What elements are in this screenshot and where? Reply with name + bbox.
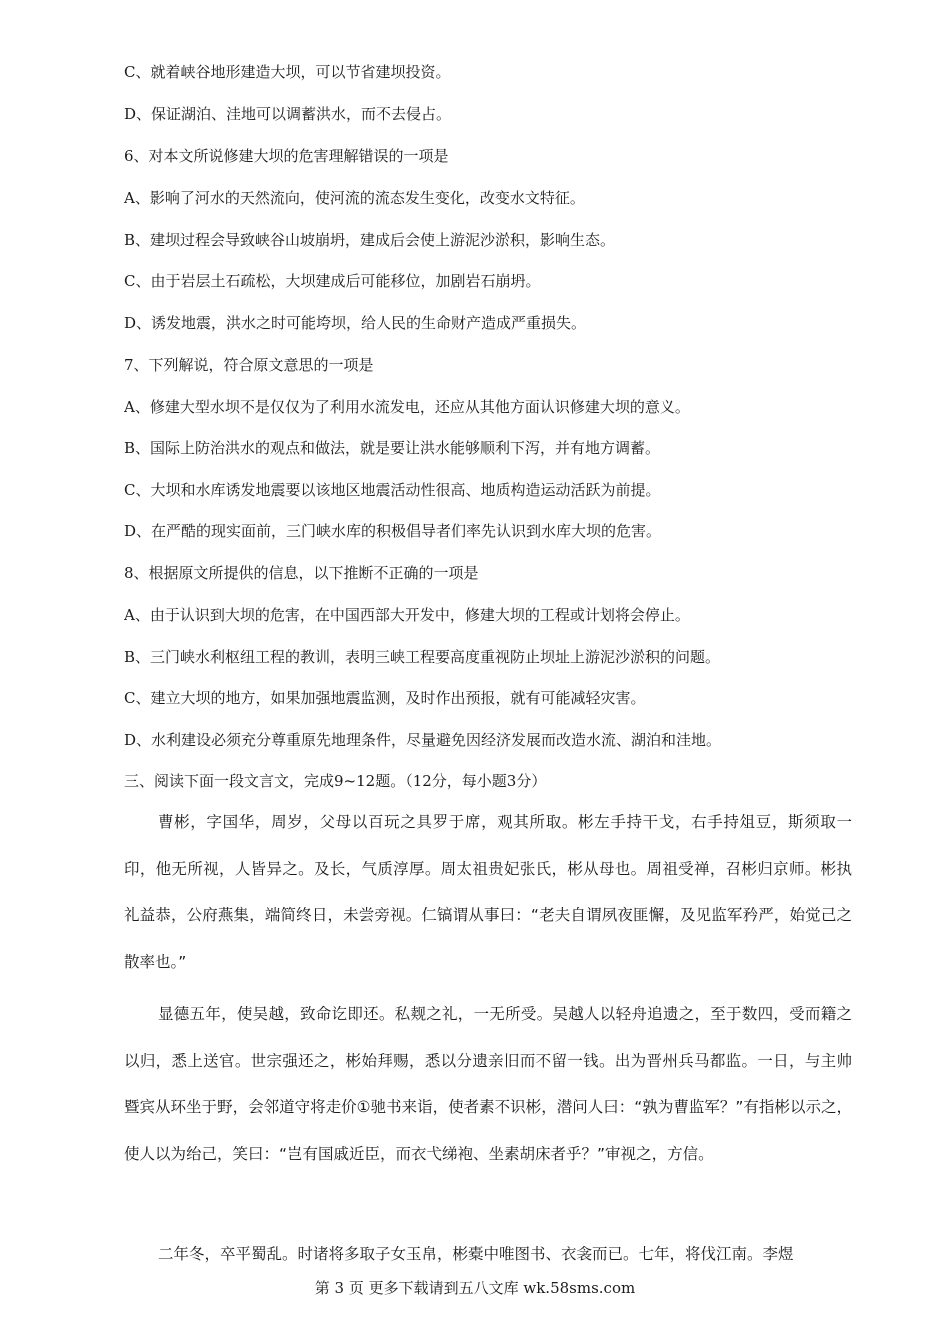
passage-paragraph-2: 显德五年，使吴越，致命讫即还。私觌之礼，一无所受。吴越人以轻舟追遗之，至于数四，受而籍之以归，悉上送官。世宗强还之，彬始拜赐，悉以分遗亲旧而不留一钱。出为晋州兵马都监。一日，与主帅暨宾从环坐于野，会邻道守将走价①驰书来诣，使者素不识彬，潜问人曰：“孰为曹监军？”有指彬以示之，使人以为绐己，笑曰：“岂有国戚近臣，而衣弋绨袍、坐素胡床者乎？”审视之，方信。 — [124, 1005, 852, 1163]
option-b-q6: B、建坝过程会导致峡谷山坡崩坍，建成后会使上游泥沙淤积，影响生态。 — [124, 231, 616, 249]
option-a-q7: A、修建大型水坝不是仅仅为了利用水流发电，还应从其他方面认识修建大坝的意义。 — [124, 398, 690, 416]
option-d-q8: D、水利建设必须充分尊重原先地理条件，尽量避免因经济发展而改造水流、湖泊和洼地。 — [124, 731, 722, 749]
section-3-heading: 三、阅读下面一段文言文，完成9~12题。（12分，每小题3分） — [124, 772, 547, 790]
option-d-q7: D、在严酷的现实面前，三门峡水库的积极倡导者们率先认识到水库大坝的危害。 — [124, 522, 662, 540]
option-c-q8: C、建立大坝的地方，如果加强地震监测，及时作出预报，就有可能减轻灾害。 — [124, 689, 646, 707]
page-footer: 第 3 页 更多下载请到五八文库 wk.58sms.com — [314, 1279, 636, 1297]
option-c-q6: C、由于岩层土石疏松，大坝建成后可能移位，加剧岩石崩坍。 — [124, 272, 541, 290]
option-c-q5: C、就着峡谷地形建造大坝，可以节省建坝投资。 — [124, 63, 451, 81]
option-c-q7: C、大坝和水库诱发地震要以该地区地震活动性很高、地质构造运动活跃为前提。 — [124, 481, 661, 499]
question-7: 7、下列解说，符合原文意思的一项是 — [124, 356, 374, 374]
option-b-q7: B、国际上防治洪水的观点和做法，就是要让洪水能够顺利下泻，并有地方调蓄。 — [124, 439, 661, 457]
option-a-q8: A、由于认识到大坝的危害，在中国西部大开发中，修建大坝的工程或计划将会停止。 — [124, 606, 690, 624]
option-b-q8: B、三门峡水利枢纽工程的教训，表明三峡工程要高度重视防止坝址上游泥沙淤积的问题。 — [124, 648, 721, 666]
option-a-q6: A、影响了河水的天然流向，使河流的流态发生变化，改变水文特征。 — [124, 189, 585, 207]
question-8: 8、根据原文所提供的信息，以下推断不正确的一项是 — [124, 564, 479, 582]
passage-paragraph-3: 二年冬，卒平蜀乱。时诸将多取子女玉帛，彬橐中唯图书、衣衾而已。七年，将伐江南。李煜 — [158, 1245, 794, 1263]
option-d-q5: D、保证湖泊、洼地可以调蓄洪水，而不去侵占。 — [124, 105, 452, 123]
passage-paragraph-1: 曹彬，字国华，周岁，父母以百玩之具罗于席，观其所取。彬左手持干戈，右手持俎豆，斯须取一印，他无所视，人皆异之。及长，气质淳厚。周太祖贵妃张氏，彬从母也。周祖受禅，召彬归京师。彬执礼益恭，公府燕集，端简终日，未尝旁视。仁镐谓从事曰：“老夫自谓夙夜匪懈，及见监军矜严，始觉己之散率也。” — [124, 813, 852, 971]
question-6: 6、对本文所说修建大坝的危害理解错误的一项是 — [124, 147, 449, 165]
option-d-q6: D、诱发地震，洪水之时可能垮坝，给人民的生命财产造成严重损失。 — [124, 314, 587, 332]
